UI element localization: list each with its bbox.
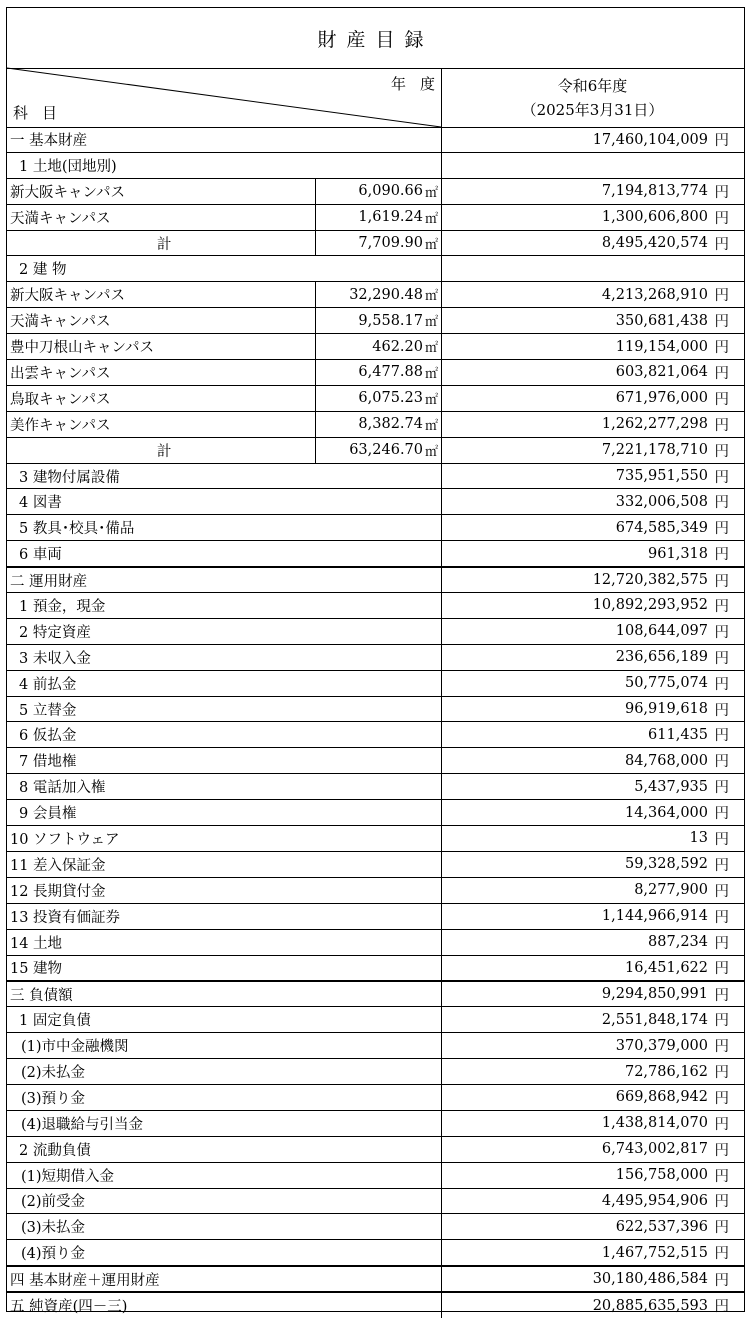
amount-value: 72,786,162 [624,1063,708,1080]
table-row [7,231,744,257]
row-amount [441,231,744,256]
table-header [7,68,744,128]
table-row [7,930,744,956]
row-label: (2)未払金 [21,1065,86,1081]
amount-value: 1,438,814,070 [601,1115,708,1132]
table-row [7,774,744,800]
area-unit: ㎡ [424,444,438,460]
row-area [315,412,441,437]
row-label: (1)短期借入金 [21,1168,115,1185]
area-unit: ㎡ [424,211,438,227]
row-label: 鳥取キャンパス [10,391,111,408]
yen-unit: 円 [714,184,729,201]
row-label: (2)前受金 [21,1194,86,1211]
yen-unit: 円 [714,780,729,797]
row-label: 3 未収入金 [19,650,91,667]
row-area [315,205,441,230]
page-title: 財産目録 [7,8,744,69]
amount-value: 1,262,277,298 [601,416,708,433]
row-amount [441,697,744,722]
table-row [7,1137,744,1163]
row-amount [441,1293,744,1318]
area-value: 63,246.70 [349,442,423,459]
row-amount [441,1240,744,1265]
header-fiscal-year: 令和6年度 [557,76,628,95]
yen-unit: 円 [714,547,729,564]
table-row [7,1033,744,1059]
row-amount [441,205,744,230]
row-label: 15 建物 [10,961,63,978]
table-row [7,619,744,645]
row-amount [441,256,744,281]
row-label: 8 電話加入権 [19,780,106,797]
row-label: 4 前払金 [19,676,77,693]
amount-value: 674,585,349 [615,519,708,536]
amount-value: 671,976,000 [615,390,708,407]
amount-value: 8,277,900 [634,882,708,899]
row-label: 三 負債額 [10,987,73,1004]
amount-value: 669,868,942 [615,1089,708,1106]
row-amount [441,179,744,204]
yen-unit: 円 [714,987,729,1004]
amount-value: 1,144,966,914 [601,908,708,925]
row-label: 豊中刀根山キャンパス [10,340,154,357]
row-label: 計 [157,443,172,460]
row-amount [441,360,744,385]
amount-value: 1,467,752,515 [601,1244,708,1261]
amount-value: 9,294,850,991 [601,986,708,1003]
row-amount [441,826,744,851]
yen-unit: 円 [714,391,729,408]
header-period-cell [441,68,744,127]
yen-unit: 円 [714,340,729,357]
table-row [7,1189,744,1215]
row-amount [441,930,744,955]
row-area [315,231,441,256]
table-row [7,1214,744,1240]
row-label: (4)預り金 [21,1246,86,1263]
row-label: (1)市中金融機関 [21,1039,129,1056]
row-amount [441,722,744,747]
row-label: 2 建 物 [19,262,67,279]
row-amount [441,800,744,825]
row-amount [441,412,744,437]
yen-unit: 円 [714,883,729,900]
row-amount [441,515,744,540]
amount-value: 16,451,622 [624,959,708,976]
amount-value: 4,495,954,906 [601,1192,708,1209]
row-amount [441,1267,744,1291]
row-label: 1 預金，現金 [19,598,106,615]
table-row [7,282,744,308]
row-label: 美作キャンパス [10,417,111,434]
row-label: 4 図書 [19,495,62,512]
row-label: 二 運用財産 [10,573,88,590]
table-row [7,1085,744,1111]
row-amount [441,904,744,929]
row-amount [441,386,744,411]
row-label: (4)退職給与引当金 [21,1116,144,1133]
table-row [7,256,744,282]
yen-unit: 円 [714,650,729,667]
area-unit: ㎡ [424,392,438,408]
table-row [7,308,744,334]
amount-value: 961,318 [648,545,708,562]
table-row [7,567,744,593]
yen-unit: 円 [714,1065,729,1081]
yen-unit: 円 [714,1116,729,1133]
row-label: 2 特定資産 [19,624,91,641]
header-date: （2025年3月31日） [521,100,664,119]
yen-unit: 円 [714,573,729,590]
amount-value: 108,644,097 [615,623,708,640]
area-value: 32,290.48 [349,286,423,303]
amount-value: 17,460,104,009 [592,131,708,148]
row-label: 計 [157,236,172,253]
row-amount [441,1189,744,1214]
row-label: 天満キャンパス [10,210,111,227]
row-amount [441,645,744,670]
table-row [7,1059,744,1085]
area-value: 9,558.17 [358,312,423,329]
yen-unit: 円 [714,728,729,745]
yen-unit: 円 [714,1142,729,1159]
table-row [7,464,744,490]
row-amount [441,568,744,592]
area-value: 7,709.90 [358,235,423,251]
amount-value: 7,221,178,710 [601,442,708,459]
row-label: 一 基本財産 [10,133,88,150]
amount-value: 735,951,550 [615,468,708,485]
yen-unit: 円 [714,676,729,693]
area-unit: ㎡ [424,366,438,382]
yen-unit: 円 [714,1299,729,1316]
row-amount [441,489,744,514]
yen-unit: 円 [714,935,729,952]
row-amount [441,334,744,359]
yen-unit: 円 [714,314,729,331]
diagonal-divider-line [7,68,441,127]
row-amount [441,1085,744,1110]
table-row [7,541,744,567]
row-area [315,334,441,359]
row-label: 1 固定負債 [19,1013,91,1030]
amount-value: 10,892,293,952 [592,597,708,614]
row-amount [441,1059,744,1084]
yen-unit: 円 [714,1220,729,1237]
table-row [7,334,744,360]
table-body [7,127,744,1318]
table-row [7,645,744,671]
yen-unit: 円 [714,1090,729,1107]
yen-unit: 円 [714,236,729,253]
row-label: 新大阪キャンパス [10,184,125,201]
row-label: (3)未払金 [21,1220,86,1237]
row-label: 7 借地権 [19,754,77,771]
amount-value: 59,328,592 [624,856,708,873]
amount-value: 887,234 [648,934,708,951]
row-amount [441,774,744,799]
row-amount [441,593,744,618]
row-label: 13 投資有価証券 [10,909,121,926]
table-row [7,1007,744,1033]
amount-value: 622,537,396 [615,1218,708,1235]
row-amount [441,464,744,489]
amount-value: 370,379,000 [615,1037,708,1054]
area-unit: ㎡ [424,289,438,305]
row-label: 四 基本財産＋運用財産 [10,1272,160,1289]
row-area [315,179,441,204]
row-amount [441,982,744,1006]
table-row [7,515,744,541]
row-label: 6 車両 [19,547,62,564]
area-value: 8,382.74 [358,416,423,433]
amount-value: 4,213,268,910 [601,286,708,303]
row-amount [441,1007,744,1032]
table-row [7,179,744,205]
row-amount [441,128,744,152]
row-label: 新大阪キャンパス [10,288,125,305]
table-row [7,386,744,412]
row-area [315,308,441,333]
area-value: 6,090.66 [358,183,423,200]
area-unit: ㎡ [424,418,438,434]
table-row [7,127,744,153]
row-amount [441,1137,744,1162]
amount-value: 236,656,189 [615,649,708,666]
table-row [7,438,744,464]
yen-unit: 円 [714,1168,729,1185]
row-amount [441,308,744,333]
yen-unit: 円 [714,909,729,926]
yen-unit: 円 [714,417,729,434]
row-amount [441,153,744,178]
amount-value: 603,821,064 [615,364,708,381]
header-diagonal-cell [7,68,449,127]
area-unit: ㎡ [424,341,438,357]
amount-value: 611,435 [648,726,708,743]
yen-unit: 円 [714,1039,729,1056]
row-label: 3 建物付属設備 [19,469,120,486]
amount-value: 50,775,074 [624,675,708,692]
area-unit: ㎡ [424,237,438,253]
row-amount [441,748,744,773]
row-label: 5 立替金 [19,702,77,719]
table-row [7,205,744,231]
amount-value: 332,006,508 [615,493,708,510]
amount-value: 350,681,438 [615,312,708,329]
yen-unit: 円 [714,598,729,615]
yen-unit: 円 [714,365,729,382]
table-row [7,1163,744,1189]
amount-value: 6,743,002,817 [601,1141,708,1158]
yen-unit: 円 [714,1246,729,1263]
yen-unit: 円 [714,831,729,848]
amount-value: 5,437,935 [634,778,708,795]
area-value: 1,619.24 [358,209,423,226]
area-value: 6,477.88 [358,364,423,381]
area-value: 462.20 [372,338,423,355]
table-row [7,1292,744,1318]
table-row [7,1240,744,1266]
table-row [7,981,744,1007]
amount-value: 12,720,382,575 [592,572,708,589]
amount-value: 30,180,486,584 [592,1271,708,1288]
row-label: 1 土地(団地別) [19,158,117,175]
row-area [315,438,441,463]
row-label: 2 流動負債 [19,1142,91,1159]
table-row [7,360,744,386]
row-amount [441,878,744,903]
yen-unit: 円 [714,754,729,771]
row-label: 6 仮払金 [19,728,77,745]
row-area [315,282,441,307]
yen-unit: 円 [714,443,729,460]
amount-value: 14,364,000 [624,804,708,821]
area-value: 6,075.23 [358,390,423,407]
row-label: 9 会員権 [19,806,77,823]
amount-value: 156,758,000 [615,1167,708,1184]
amount-value: 96,919,618 [624,701,708,718]
amount-value: 20,885,635,593 [592,1297,708,1314]
table-row [7,593,744,619]
amount-value: 119,154,000 [615,338,708,355]
yen-unit: 円 [714,495,729,512]
yen-unit: 円 [714,624,729,641]
yen-unit: 円 [714,210,729,227]
table-row [7,722,744,748]
row-amount [441,282,744,307]
yen-unit: 円 [714,806,729,823]
row-amount [441,852,744,877]
row-label: 14 土地 [10,935,63,952]
yen-unit: 円 [714,521,729,538]
table-row [7,671,744,697]
row-label: 10 ソフトウェア [10,831,120,848]
table-row [7,956,744,982]
row-area [315,386,441,411]
row-label: 出雲キャンパス [10,365,111,382]
table-row [7,1266,744,1292]
row-amount [441,1111,744,1136]
area-unit: ㎡ [424,315,438,331]
amount-value: 7,194,813,774 [601,183,708,200]
table-row [7,412,744,438]
row-amount [441,619,744,644]
row-amount [441,671,744,696]
property-inventory-table [6,7,745,1316]
row-amount [441,541,744,566]
yen-unit: 円 [714,1194,729,1211]
table-row [7,489,744,515]
table-row [7,748,744,774]
row-amount [441,438,744,463]
header-subject-label: 科目 [13,104,72,122]
area-unit: ㎡ [424,185,438,201]
amount-value: 1,300,606,800 [601,209,708,226]
amount-value: 84,768,000 [624,752,708,769]
row-amount [441,1214,744,1239]
table-row [7,153,744,179]
table-row [7,826,744,852]
row-amount [441,1163,744,1188]
yen-unit: 円 [714,961,729,978]
amount-value: 2,551,848,174 [601,1011,708,1028]
yen-unit: 円 [714,133,729,150]
yen-unit: 円 [714,469,729,486]
amount-value: 13 [689,830,708,847]
header-year-label: 年度 [390,75,449,93]
row-label: 五 純資産(四－三) [10,1299,128,1316]
yen-unit: 円 [714,1013,729,1030]
amount-value: 8,495,420,574 [601,235,708,251]
table-row [7,800,744,826]
yen-unit: 円 [714,702,729,719]
yen-unit: 円 [714,1272,729,1289]
row-amount [441,956,744,981]
table-row [7,1111,744,1137]
yen-unit: 円 [714,288,729,305]
row-label: (3)預り金 [21,1090,86,1107]
table-row [7,697,744,723]
row-area [315,360,441,385]
table-row [7,852,744,878]
row-amount [441,1033,744,1058]
table-row [7,878,744,904]
table-row [7,904,744,930]
row-label: 11 差入保証金 [10,857,106,874]
yen-unit: 円 [714,857,729,874]
row-label: 12 長期貸付金 [10,883,106,900]
row-label: 天満キャンパス [10,314,111,331]
row-label: 5 教具･校具･備品 [19,521,135,538]
